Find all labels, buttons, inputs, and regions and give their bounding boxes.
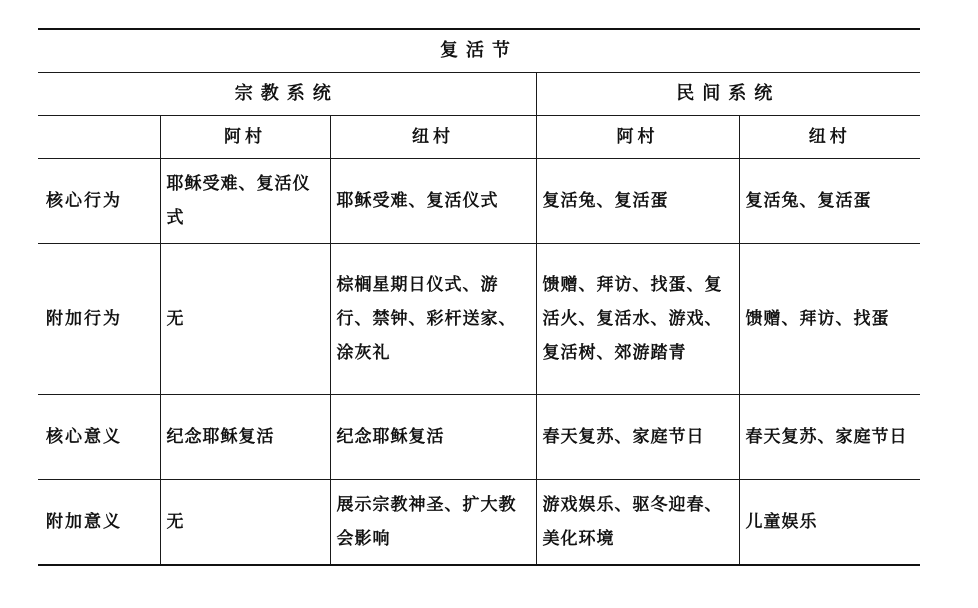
table-cell: 展示宗教神圣、扩大教会影响 <box>330 480 536 566</box>
table-cell: 耶稣受难、复活仪式 <box>160 159 330 244</box>
table-cell: 耶稣受难、复活仪式 <box>330 159 536 244</box>
table-cell: 春天复苏、家庭节日 <box>739 395 920 480</box>
table-row <box>38 395 920 480</box>
table-cell: 棕榈星期日仪式、游行、禁钟、彩杆送家、涂灰礼 <box>330 244 536 395</box>
table-cell: 馈赠、拜访、找蛋 <box>739 244 920 395</box>
row-label-core-meaning: 核心意义 <box>38 395 160 480</box>
table-row <box>38 159 920 244</box>
row-label-additional-meaning: 附加意义 <box>38 480 160 566</box>
table-title-row <box>38 29 920 73</box>
row-label-additional-behavior: 附加行为 <box>38 244 160 395</box>
table-cell: 复活兔、复活蛋 <box>536 159 739 244</box>
table-cell: 春天复苏、家庭节日 <box>536 395 739 480</box>
village-header-row <box>38 116 920 159</box>
table-cell: 无 <box>160 244 330 395</box>
table-cell: 游戏娱乐、驱冬迎春、美化环境 <box>536 480 739 566</box>
village-header-n-religious: 纽村 <box>330 116 536 159</box>
village-header-a-religious: 阿村 <box>160 116 330 159</box>
table-cell: 纪念耶稣复活 <box>160 395 330 480</box>
table-title: 复活节 <box>38 29 920 73</box>
village-header-n-folk: 纽村 <box>739 116 920 159</box>
table-cell: 馈赠、拜访、找蛋、复活火、复活水、游戏、复活树、郊游踏青 <box>536 244 739 395</box>
row-label-core-behavior: 核心行为 <box>38 159 160 244</box>
system-header-folk: 民间系统 <box>536 73 920 116</box>
easter-comparison-table-wrapper <box>38 28 920 566</box>
table-row <box>38 244 920 395</box>
system-header-row <box>38 73 920 116</box>
easter-comparison-table <box>38 28 920 566</box>
table-cell: 无 <box>160 480 330 566</box>
table-cell: 儿童娱乐 <box>739 480 920 566</box>
table-cell: 复活兔、复活蛋 <box>739 159 920 244</box>
table-cell: 纪念耶稣复活 <box>330 395 536 480</box>
table-row <box>38 480 920 566</box>
village-header-a-folk: 阿村 <box>536 116 739 159</box>
system-header-religious: 宗教系统 <box>38 73 536 116</box>
corner-cell <box>38 116 160 159</box>
